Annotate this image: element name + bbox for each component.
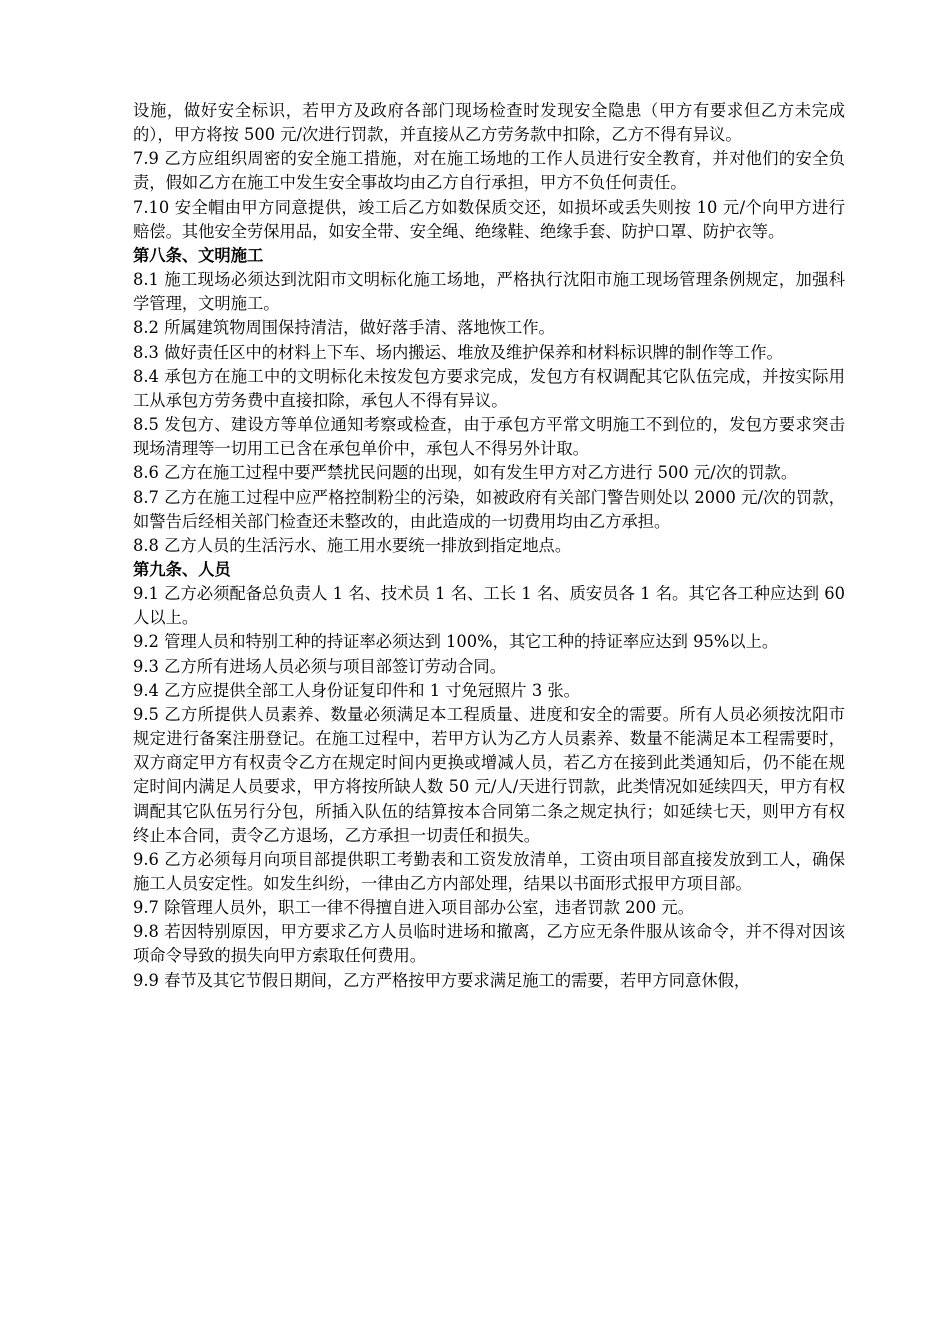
- paragraph-7-8-continued: 设施，做好安全标识，若甲方及政府各部门现场检查时发现安全隐患（甲方有要求但乙方未完成的），甲方将按 500 元/次进行罚款，并直接从乙方劳务款中扣除，乙方不得有异议。: [133, 101, 845, 145]
- clause-8-8: 8.8 乙方人员的生活污水、施工用水要统一排放到指定地点。: [133, 535, 572, 555]
- clause-8-7: 8.7 乙方在施工过程中应严格控制粉尘的污染，如被政府有关部门警告则处以 2000 元/次的罚款，如警告后经相关部门检查还未整改的，由此造成的一切费用均由乙方承担。: [133, 487, 845, 531]
- clause-9-5: 9.5 乙方所提供人员素养、数量必须满足本工程质量、进度和安全的需要。所有人员必须按沈阳市规定进行备案注册登记。在施工过程中，若甲方认为乙方人员素养、数量不能满足本工程需要时，双方商定甲方有权责令乙方在规定时间内更换或增减人员，若乙方在接到此类通知后，仍不能在规定时间内满足人员要求，甲方将按所缺人数 50 元/人/天进行罚款，此类情况如延续四天，甲方有权调配其它队伍另行分包，所插入队伍的结算按本合同第二条之规定执行；如延续七天，则甲方有权终止本合同，责令乙方退场，乙方承担一切责任和损失。: [133, 704, 845, 845]
- clause-8-2: 8.2 所属建筑物周围保持清洁，做好落手清、落地恢工作。: [133, 318, 555, 338]
- article-8-heading: 第八条、文明施工: [133, 245, 264, 265]
- clause-9-3: 9.3 乙方所有进场人员必须与项目部签订劳动合同。: [133, 656, 506, 676]
- clause-9-4: 9.4 乙方应提供全部工人身份证复印件和 1 寸免冠照片 3 张。: [133, 680, 580, 700]
- clause-9-2: 9.2 管理人员和特别工种的持证率必须达到 100%，其它工种的持证率应达到 95%以上。: [133, 632, 779, 652]
- clause-8-3: 8.3 做好责任区中的材料上下车、场内搬运、堆放及维护保养和材料标识牌的制作等工作。: [133, 342, 783, 362]
- clause-8-4: 8.4 承包方在施工中的文明标化未按发包方要求完成，发包方有权调配其它队伍完成，并按实际用工从承包方劳务费中直接扣除，承包人不得有异议。: [133, 366, 845, 410]
- clause-9-8: 9.8 若因特别原因，甲方要求乙方人员临时进场和撤离，乙方应无条件服从该命令，并不得对因该项命令导致的损失向甲方索取任何费用。: [133, 922, 845, 966]
- clause-9-1: 9.1 乙方必须配备总负责人 1 名、技术员 1 名、工长 1 名、质安员各 1 名。其它各工种应达到 60 人以上。: [133, 584, 845, 628]
- clause-7-9: 7.9 乙方应组织周密的安全施工措施，对在施工场地的工作人员进行安全教育，并对他们的安全负责，假如乙方在施工中发生安全事故均由乙方自行承担，甲方不负任何责任。: [133, 149, 845, 193]
- clause-7-10: 7.10 安全帽由甲方同意提供，竣工后乙方如数保质交还，如损坏或丢失则按 10 元/个向甲方进行赔偿。其他安全劳保用品，如安全带、安全绳、绝缘鞋、绝缘手套、防护口罩、防护衣等。: [133, 197, 845, 241]
- document-page: [133, 99, 845, 993]
- article-9-heading: 第九条、人员: [133, 559, 231, 579]
- clause-9-7: 9.7 除管理人员外，职工一律不得擅自进入项目部办公室，违者罚款 200 元。: [133, 898, 694, 918]
- clause-8-6: 8.6 乙方在施工过程中要严禁扰民问题的出现，如有发生甲方对乙方进行 500 元/次的罚款。: [133, 463, 798, 483]
- clause-8-1: 8.1 施工现场必须达到沈阳市文明标化施工场地，严格执行沈阳市施工现场管理条例规定，加强科学管理，文明施工。: [133, 270, 845, 314]
- clause-9-6: 9.6 乙方必须每月向项目部提供职工考勤表和工资发放清单，工资由项目部直接发放到工人，确保施工人员安定性。如发生纠纷，一律由乙方内部处理，结果以书面形式报甲方项目部。: [133, 849, 845, 893]
- clause-8-5: 8.5 发包方、建设方等单位通知考察或检查，由于承包方平常文明施工不到位的，发包方要求突击现场清理等一切用工已含在承包单价中，承包人不得另外计取。: [133, 415, 845, 459]
- clause-9-9: 9.9 春节及其它节假日期间，乙方严格按甲方要求满足施工的需要，若甲方同意休假，: [133, 970, 751, 990]
